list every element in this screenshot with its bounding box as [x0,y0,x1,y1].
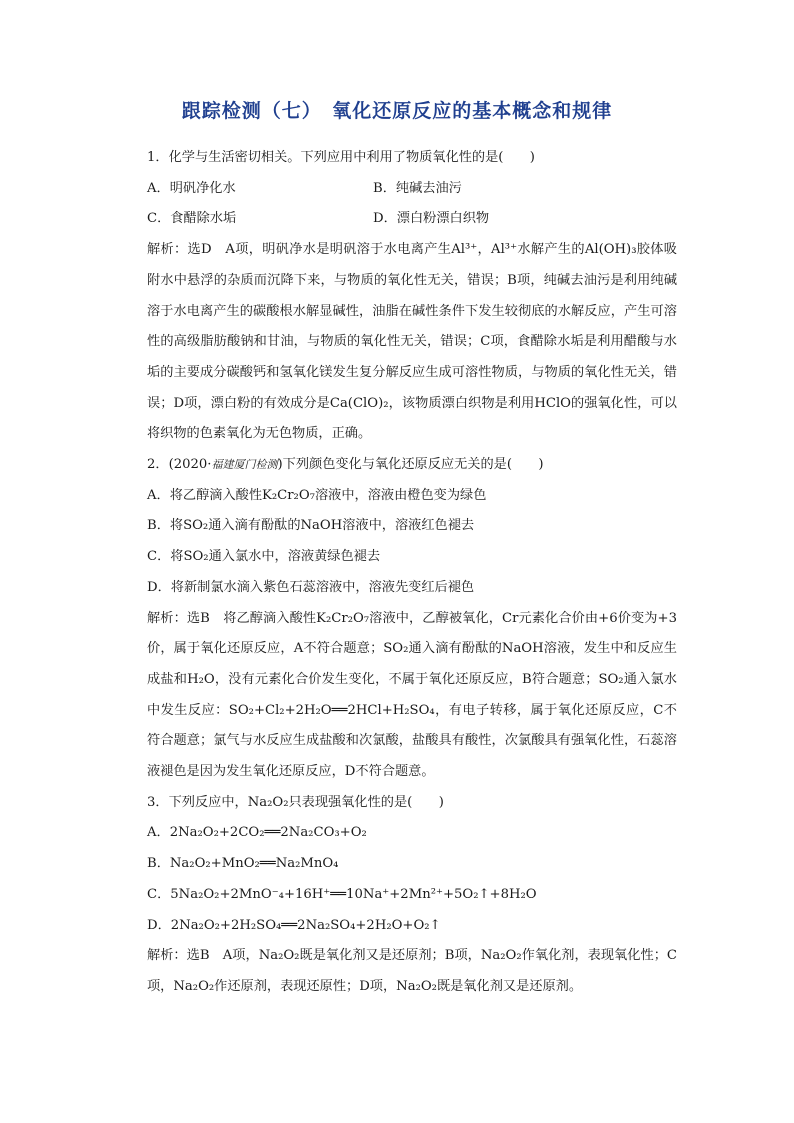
question-1-analysis: 解析：选D A项，明矾净水是明矾溶于水电离产生Al³⁺，Al³⁺水解产生的Al(OH)₃胶体吸附水中悬浮的杂质而沉降下来，与物质的氧化性无关，错误；B项，纯碱去油污是利用纯碱溶于水电离产生的碳酸根水解显碱性，油脂在碱性条件下发生较彻底的水解反应，产生可溶性的高级脂肪酸钠和甘油，与物质的氧化性无关，错误；C项，食醋除水垢是利用醋酸与水垢的主要成分碳酸钙和氢氧化镁发生复分解反应生成可溶性物质，与物质的氧化性无关，错误；D项，漂白粉的有效成分是Ca(ClO)₂，该物质漂白织物是利用HClO的强氧化性，可以将织物的色素氧化为无色物质，正确。 [147,242,677,442]
page-title: 跟踪检测（七） 氧化还原反应的基本概念和规律 [181,100,613,122]
question-1-option-c: C．食醋除水垢 [147,211,237,227]
question-2-number: 2．(2020· [147,457,212,473]
question-1-options-row-1 [147,174,677,205]
question-2-option-b: B．将SO₂通入滴有酚酞的NaOH溶液中，溶液红色褪去 [147,518,475,534]
question-2-stem [147,450,677,481]
document-body [147,143,677,1003]
question-3-option-c: C．5Na₂O₂+2MnO⁻₄+16H⁺══10Na⁺+2Mn²⁺+5O₂↑+8H₂O [147,886,537,902]
question-3-analysis: 解析：选B A项，Na₂O₂既是氧化剂又是还原剂；B项，Na₂O₂作氧化剂，表现氧化性；C项，Na₂O₂作还原剂，表现还原性；D项，Na₂O₂既是氧化剂又是还原剂。 [147,948,677,994]
question-1-options-row-2 [147,204,677,235]
question-3-option-b: B．Na₂O₂+MnO₂══Na₂MnO₄ [147,856,339,872]
question-2-option-d: D．将新制氯水滴入紫色石蕊溶液中，溶液先变红后褪色 [147,579,475,595]
question-1-option-d: D．漂白粉漂白织物 [373,211,490,227]
question-3-stem: 3．下列反应中，Na₂O₂只表现强氧化性的是( ) [147,794,444,810]
question-2-option-a: A．将乙醇滴入酸性K₂Cr₂O₇溶液中，溶液由橙色变为绿色 [147,487,487,503]
question-2-analysis: 解析：选B 将乙醇滴入酸性K₂Cr₂O₇溶液中，乙醇被氧化，Cr元素化合价由+6价变为+3价，属于氧化还原反应，A不符合题意；SO₂通入滴有酚酞的NaOH溶液，发生中和反应生成盐和H₂O，没有元素化合价发生变化，不属于氧化还原反应，B符合题意；SO₂通入氯水中发生反应：SO₂+Cl₂+2H₂O══2HCl+H₂SO₄，有电子转移，属于氧化还原反应，C不符合题意；氯气与水反应生成盐酸和次氯酸，盐酸具有酸性，次氯酸具有强氧化性，石蕊溶液褪色是因为发生氧化还原反应，D不符合题意。 [147,610,677,780]
question-1-stem: 1．化学与生活密切相关。下列应用中利用了物质氧化性的是( ) [147,150,535,165]
question-1-option-a: A．明矾净化水 [147,180,236,196]
question-1-option-b: B．纯碱去油污 [373,180,462,196]
question-2-source: 福建厦门检测 [211,458,278,472]
question-2-option-c: C．将SO₂通入氯水中，溶液黄绿色褪去 [147,549,381,565]
question-2-stem-text: )下列颜色变化与氧化还原反应无关的是( ) [277,457,544,473]
question-3-option-d: D．2Na₂O₂+2H₂SO₄══2Na₂SO₄+2H₂O+O₂↑ [147,917,441,933]
question-3-option-a: A．2Na₂O₂+2CO₂══2Na₂CO₃+O₂ [147,825,367,841]
